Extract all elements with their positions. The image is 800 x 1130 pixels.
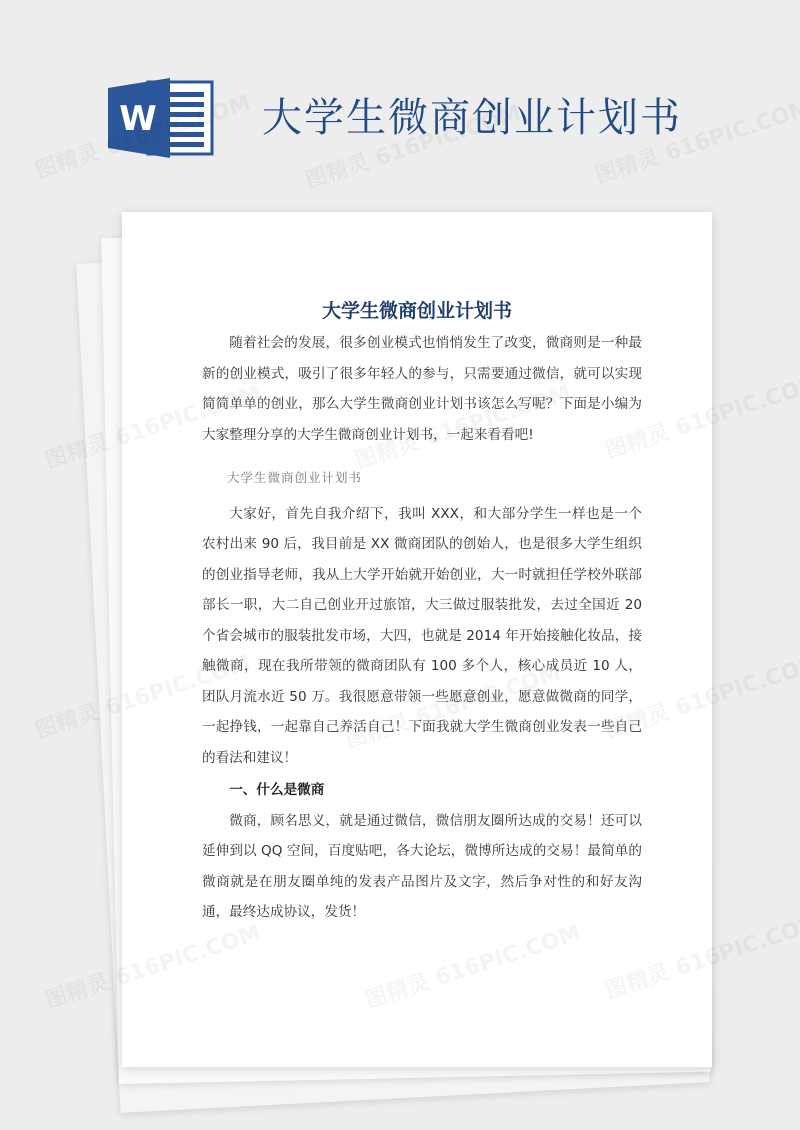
document-page — [122, 212, 712, 1067]
subheading: 大学生微商创业计划书 — [227, 470, 363, 485]
document-title: 大学生微商创业计划书 — [321, 300, 512, 322]
section-paragraph: 微商，顾名思义，就是通过微信，微信朋友圈所达成的交易！还可以延伸到以 QQ 空间，百度贴吧，各大论坛，微博所达成的交易！最简单的微商就是在朋友圈单纯的发表产品图片及文字，然后争对性的和好友沟通，最终达成协议，发货！ — [202, 812, 642, 920]
document-body — [202, 328, 642, 928]
word-logo-letter: W — [119, 99, 157, 139]
word-app-icon — [108, 78, 214, 158]
page-header-title: 大学生微商创业计划书 — [262, 95, 682, 141]
intro-paragraph: 随着社会的发展，很多创业模式也悄悄发生了改变，微商则是一种最新的创业模式，吸引了很多年轻人的参与，只需要通过微信，就可以实现简简单单的创业，那么大学生微商创业计划书该怎么写呢？下面是小编为大家整理分享的大学生微商创业计划书，一起来看看吧! — [202, 335, 642, 443]
section-heading: 一、什么是微商 — [229, 782, 325, 798]
self-intro-paragraph: 大家好，首先自我介绍下，我叫 XXX，和大部分学生一样也是一个农村出来 90 后，我目前是 XX 微商团队的创始人，也是很多大学生组织的创业指导老师，我从上大学开始就开始创业，大一时就担任学校外联部部长一职，大二自己创业开过旅馆，大三做过服装批发，去过全国近 20 个省会城市的服装批发市场，大四，也就是 2014 年开始接触化妆品，接触微商，现在我所带领的微商团队有 100 多个人，核心成员近 10 人，团队月流水近 50 万。我很愿意带领一些愿意创业，愿意做微商的同学，一起挣钱，一起靠自己养活自己！下面我就大学生微商创业发表一些自己的看法和建议！ — [202, 505, 642, 766]
